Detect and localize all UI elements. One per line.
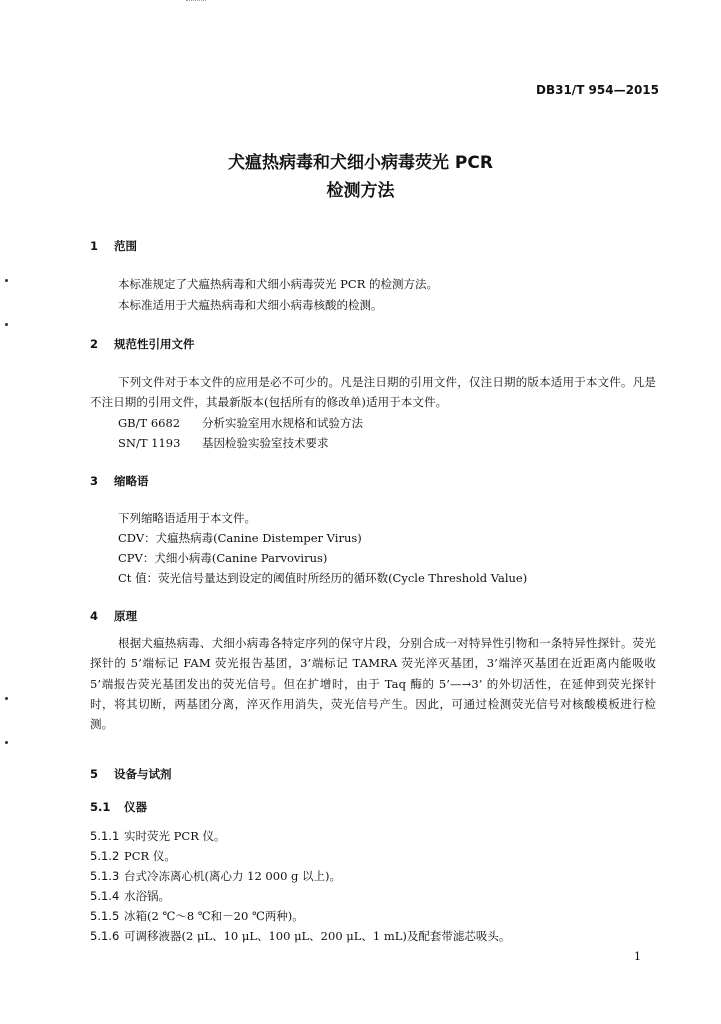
section-number: 5 [90, 767, 99, 781]
abbreviation-item: CDV：犬瘟热病毒(Canine Distemper Virus) [118, 531, 362, 545]
paragraph-line: 下列缩略语适用于本文件。 [118, 511, 256, 525]
equipment-item [90, 908, 304, 924]
document-title-line1: 犬瘟热病毒和犬细小病毒荧光 PCR [228, 153, 493, 173]
page-number: 1 [634, 950, 641, 963]
reference-item [118, 415, 363, 431]
document-title-line2: 检测方法 [326, 181, 395, 201]
section-number: 2 [90, 337, 99, 351]
scan-dot [5, 697, 8, 700]
abbreviation-item: Ct 值：荧光信号量达到设定的阈值时所经历的循环数(Cycle Threshold Value) [118, 571, 528, 585]
reference-title: 分析实验室用水规格和试验方法 [202, 416, 363, 430]
paragraph: 根据犬瘟热病毒、犬细小病毒各特定序列的保守片段，分别合成一对特异性引物和一条特异性探针。荧光探针的 5’端标记 FAM 荧光报告基团，3’端标记 TAMRA 荧光淬灭基团，3’端淬灭基团在近距离内能吸收 5’端报告荧光基团发出的荧光信号。但在扩增时，由于 Taq 酶的 5’—→3’ 的外切活性，在延伸到荧光探针时，将其切断，两基团分离，淬灭作用消失，荧光信号产生。因此，可通过检测荧光信号对核酸模板进行检测。 [90, 636, 656, 732]
item-text: 可调移液器(2 μL、10 μL、100 μL、200 μL、1 mL)及配套带滤芯吸头。 [124, 929, 511, 943]
section-3-heading [90, 473, 149, 489]
equipment-item [90, 828, 226, 844]
section-4-heading [90, 608, 137, 624]
reference-code: SN/T 1193 [118, 436, 181, 450]
scan-dot [5, 279, 8, 282]
reference-code: GB/T 6682 [118, 416, 181, 430]
item-number: 5.1.5 [90, 909, 120, 923]
paragraph: 下列文件对于本文件的应用是必不可少的。凡是注日期的引用文件，仅注日期的版本适用于本文件。凡是不注日期的引用文件，其最新版本(包括所有的修改单)适用于本文件。 [90, 375, 656, 410]
section-title: 范围 [114, 239, 137, 253]
item-text: 实时荧光 PCR 仪。 [124, 829, 226, 843]
scan-artifact [186, 0, 206, 5]
section-title: 缩略语 [114, 474, 149, 488]
paragraph-line: 本标准规定了犬瘟热病毒和犬细小病毒荧光 PCR 的检测方法。 [118, 277, 439, 291]
section-title: 原理 [114, 609, 137, 623]
section-title: 设备与试剂 [114, 767, 172, 781]
equipment-item [90, 868, 341, 884]
section-number: 4 [90, 609, 99, 623]
item-number: 5.1.2 [90, 849, 120, 863]
subsection-title: 仪器 [124, 800, 147, 814]
item-text: 台式冷冻离心机(离心力 12 000 g 以上)。 [124, 869, 342, 883]
item-number: 5.1.6 [90, 929, 120, 943]
item-number: 5.1.4 [90, 889, 120, 903]
reference-title: 基因检验实验室技术要求 [202, 436, 329, 450]
scan-dot [5, 323, 8, 326]
scan-dot [5, 741, 8, 744]
item-text: 冰箱(2 ℃～8 ℃和－20 ℃两种)。 [124, 909, 304, 923]
section-title: 规范性引用文件 [114, 337, 195, 351]
section-number: 1 [90, 239, 99, 253]
section-5-heading [90, 766, 172, 782]
section-number: 3 [90, 474, 99, 488]
equipment-item [90, 848, 176, 864]
section-2-heading [90, 336, 195, 352]
equipment-item [90, 888, 170, 904]
document-number: DB31/T 954—2015 [536, 83, 659, 97]
reference-item [118, 435, 329, 451]
abbreviation-item: CPV：犬细小病毒(Canine Parvovirus) [118, 551, 328, 565]
item-number: 5.1.1 [90, 829, 120, 843]
subsection-number: 5.1 [90, 800, 111, 814]
item-number: 5.1.3 [90, 869, 120, 883]
item-text: PCR 仪。 [124, 849, 176, 863]
item-text: 水浴锅。 [124, 889, 170, 903]
equipment-item [90, 928, 510, 944]
section-1-heading [90, 238, 137, 254]
paragraph-line: 本标准适用于犬瘟热病毒和犬细小病毒核酸的检测。 [118, 298, 383, 312]
subsection-5-1-heading [90, 799, 147, 815]
